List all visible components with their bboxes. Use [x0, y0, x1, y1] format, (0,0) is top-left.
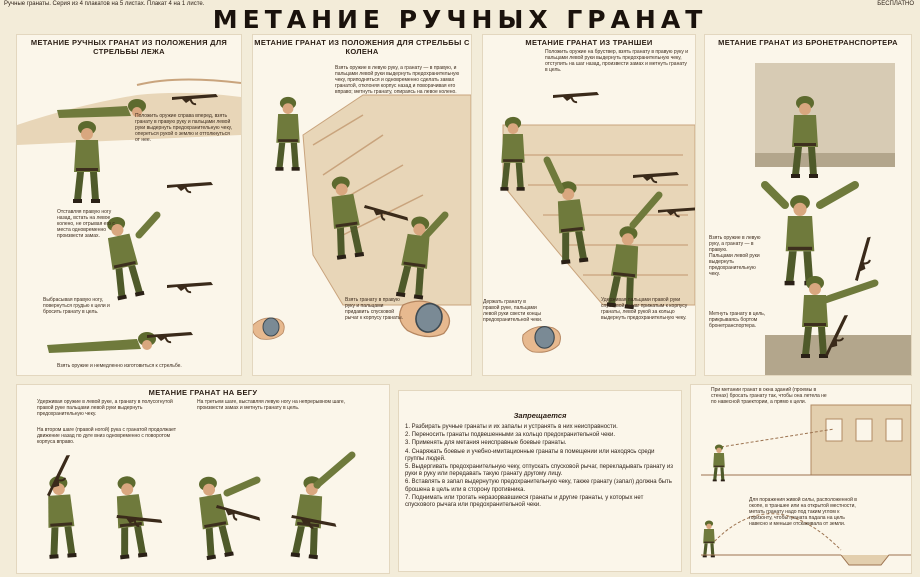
lying-caption-1: Положить оружие справа вперед, взять гранату в правую руку и пальцами левой руки выдернуть предохранительную чеку, опереться рукой о землю и оттолкнуться от нее.	[135, 113, 233, 143]
running-caption-3: На третьем шаге, выставляя левую ногу на непрерывном шаге, произвести замах и метнуть гранату в цель.	[197, 399, 346, 411]
panel-lying-title: МЕТАНИЕ РУЧНЫХ ГРАНАТ ИЗ ПОЛОЖЕНИЯ ДЛЯ СТРЕЛЬБЫ ЛЕЖА	[30, 38, 228, 56]
lying-illustration	[17, 35, 241, 375]
kneeling-caption-2: Взять гранату в правую руку и пальцами придавить спусковой рычаг к корпусу гранаты.	[345, 297, 403, 321]
rule-item: 5. Выдергивать предохранительную чеку, отпускать спусковой рычаг, перекладывать гранату из руки в руку или передавать такую гранату другому лицу.	[405, 464, 673, 478]
panel-apc-title: МЕТАНИЕ ГРАНАТ ИЗ БРОНЕТРАНСПОРТЕРА	[718, 38, 898, 47]
lying-caption-4: Взять оружие и немедленно изготовиться к стрельбе.	[57, 363, 182, 369]
price-note: БЕСПЛАТНО	[877, 1, 914, 7]
panel-trench-title: МЕТАНИЕ ГРАНАТ ИЗ ТРАНШЕИ	[525, 38, 653, 47]
panel-running-title: МЕТАНИЕ ГРАНАТ НА БЕГУ	[148, 388, 258, 397]
lying-caption-2: Отставляя правую ногу назад, встать на левое колено, не отрывая его с места одновременно произвести замах.	[57, 209, 115, 239]
panel-rules	[398, 390, 682, 572]
trajectory-illustration	[691, 385, 911, 573]
apc-caption-1: Взять оружие в левую руку, а гранату — в правую.	[709, 235, 761, 253]
trajectory-caption: Для поражения живой силы, расположенной в окопе, в траншее или на открытой местности, метать гранату надо под таким углом к горизонту, чтобы граната падала на цель навесно и меньше отскакивала от земли.	[749, 497, 857, 527]
rule-item: 4. Снаряжать боевые и учебно-имитационные гранаты в помещении или находясь среди группы людей.	[405, 448, 655, 462]
panel-running	[16, 384, 390, 574]
panel-kneeling-title: МЕТАНИЕ ГРАНАТ ИЗ ПОЛОЖЕНИЯ ДЛЯ СТРЕЛЬБЫ С КОЛЕНА	[254, 38, 470, 56]
running-caption-1: Удерживая оружие в левой руке, а гранату в полусогнутой правой руке пальцами левой руки выдернуть предохранительную чеку.	[37, 399, 173, 417]
panel-trench	[482, 34, 696, 376]
rule-item: 7. Поднимать или трогать неразорвавшиеся гранаты и другие гранаты, у которых нет спускового рычага или предохранительной чеки.	[405, 494, 644, 509]
rule-item: 1. Разбирать ручные гранаты и их запалы и устранять в них неисправности.	[405, 424, 618, 430]
window-caption: При метании гранат в окна зданий (проемы в стенах) бросать гранату так, чтобы она летела не по навесной траектории, а прямо к цели.	[711, 387, 827, 405]
panel-apc	[704, 34, 912, 376]
series-note: Ручные гранаты. Серия из 4 плакатов на 5 листах. Плакат 4 на 1 листе.	[4, 1, 205, 7]
apc-caption-3: Метнуть гранату в цель, прикрываясь бортом бронетранспортера.	[709, 311, 766, 329]
running-caption-2: На втором шаге (правой ногой) рука с гранатой продолжает движение назад по дуге вниз одновременно с поворотом корпуса вправо.	[37, 427, 177, 445]
apc-caption-2: Пальцами левой руки выдернуть предохранительную чеку.	[709, 253, 760, 277]
panel-kneeling	[252, 34, 472, 376]
trench-caption-2: Держать гранату в правой руке, пальцами левой руки свести концы предохранительной чеки.	[483, 299, 543, 323]
rule-item: 3. Применять для метания неисправные боевые гранаты.	[405, 440, 567, 447]
trench-caption-1: Положить оружие на бруствер, взять гранату в правую руку и пальцами левой руки выдернуть предохранительную чеку, отступить на шаг назад, произвести замах и метнуть гранату в цель.	[545, 49, 689, 73]
kneeling-caption-1: Взять оружие в левую руку, а гранату — в правую, и пальцами левой руки выдернуть предохранительную чеку, приподняться и одновременно сделать замах гранатой, отклоняя корпус назад и поворачивая его вправо; метнуть гранату, опираясь на левое колено.	[335, 65, 460, 95]
rule-item: 2. Переносить гранаты подвешенными за кольцо предохранительной чеки.	[405, 432, 616, 439]
panel-trajectory	[690, 384, 912, 574]
lying-caption-3: Выбрасывая правую ногу, повернуться грудью к цели и бросить гранату в цель.	[43, 297, 110, 315]
rules-list	[405, 424, 673, 510]
trench-caption-3: Удерживая пальцами правой руки спусковой рычаг прижатым к корпусу гранаты, левой рукой за кольцо выдернуть предохранительную чеку.	[601, 297, 688, 321]
trench-illustration	[483, 35, 695, 375]
panel-lying	[16, 34, 242, 376]
rule-item: 6. Вставлять в запал выдернутую предохранительную чеку, также гранату (запал) должна быть брошена в цель или в сторону противника.	[405, 479, 672, 493]
rules-title: Запрещается	[513, 411, 567, 420]
poster-title: МЕТАНИЕ РУЧНЫХ ГРАНАТ	[212, 5, 708, 34]
